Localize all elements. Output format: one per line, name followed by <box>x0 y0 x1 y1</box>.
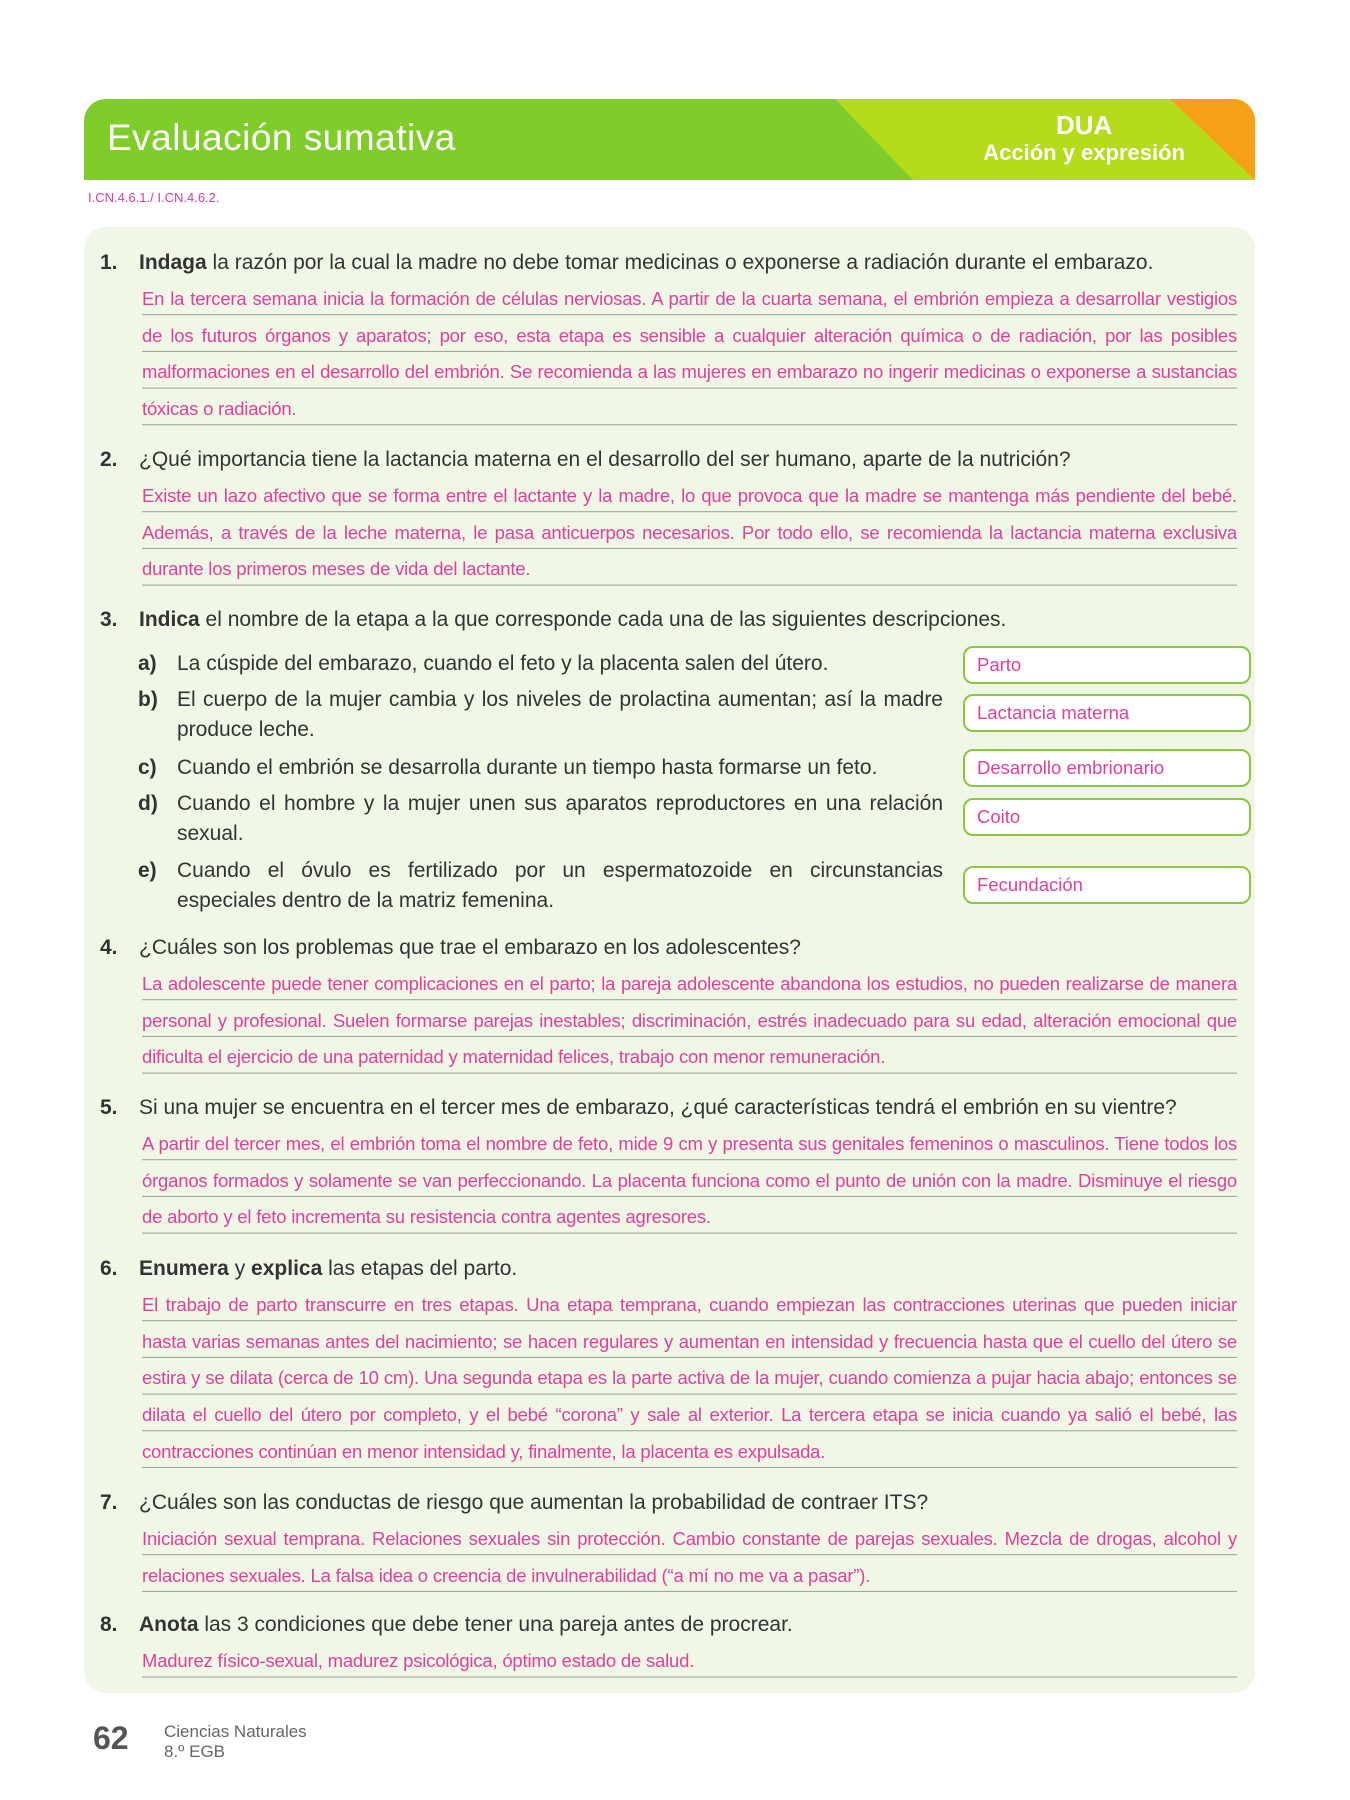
dua-badge <box>983 111 1185 167</box>
answer-field[interactable]: En la tercera semana inicia la formación de células nerviosas. A partir de la cuarta semana, el embrión empieza a desarrollar vestigios de los futuros órganos y aparatos; por eso, esta etapa es sensible a cualquier alteración química o de radiación, por las posibles malformaciones en el desarrollo del embrión. Se recomienda a las mujeres en embarazo no ingerir medicinas o exponerse a sustancias tóxicas o radiación. <box>142 281 1237 428</box>
question-verb-2: explica <box>251 1257 323 1280</box>
question-verb: Enumera <box>139 1257 229 1280</box>
answer-box-b[interactable]: Lactancia materna <box>963 694 1251 732</box>
question-text: y <box>228 1257 252 1280</box>
question-verb: Anota <box>139 1613 199 1636</box>
question-number: 6. <box>100 1257 118 1280</box>
answer-box-c[interactable]: Desarrollo embrionario <box>963 749 1251 787</box>
question-2 <box>100 442 1240 588</box>
item-label: d) <box>138 792 158 815</box>
grade-level: 8.º EGB <box>164 1742 226 1761</box>
item-a <box>138 649 943 679</box>
question-text: ¿Qué importancia tiene la lactancia materna en el desarrollo del ser humano, aparte de la nutrición? <box>139 448 1071 471</box>
item-text: Cuando el hombre y la mujer unen sus aparatos reproductores en una relación sexual. <box>177 792 943 845</box>
item-c <box>138 753 943 783</box>
question-text: ¿Cuáles son los problemas que trae el embarazo en los adolescentes? <box>139 936 801 959</box>
question-verb: Indaga <box>139 251 207 274</box>
item-text: El cuerpo de la mujer cambia y los niveles de prolactina aumentan; así la madre produce leche. <box>177 688 943 741</box>
question-verb: Indica <box>139 608 200 631</box>
item-label: a) <box>138 652 157 675</box>
item-e <box>138 856 943 916</box>
question-text: ¿Cuáles son las conductas de riesgo que aumentan la probabilidad de contraer ITS? <box>139 1491 929 1514</box>
question-number: 8. <box>100 1613 118 1636</box>
question-number: 2. <box>100 448 118 471</box>
question-number: 3. <box>100 608 118 631</box>
answer-box-d[interactable]: Coito <box>963 798 1251 836</box>
question-number: 1. <box>100 251 118 274</box>
answer-field[interactable]: Iniciación sexual temprana. Relaciones sexuales sin protección. Cambio constante de parejas sexuales. Mezcla de drogas, alcohol y relaciones sexuales. La falsa idea o creencia de invulnerabilidad (“a mí no me va a pasar”). <box>142 1521 1237 1594</box>
item-d <box>138 789 943 849</box>
question-number: 7. <box>100 1491 118 1514</box>
answer-field[interactable]: Existe un lazo afectivo que se forma entre el lactante y la madre, lo que provoca que la madre se mantenga más pendiente del bebé. Además, a través de la leche materna, le pasa anticuerpos necesarios. Por todo ello, se recomienda la lactancia materna exclusiva durante los primeros meses de vida del lactante. <box>142 478 1237 588</box>
question-6 <box>100 1251 1240 1471</box>
item-text: Cuando el óvulo es fertilizado por un espermatozoide en circunstancias especiales dentro de la matriz femenina. <box>177 859 943 912</box>
page-title: Evaluación sumativa <box>107 117 456 158</box>
question-text: Si una mujer se encuentra en el tercer mes de embarazo, ¿qué características tendrá el embrión en su vientre? <box>139 1096 1177 1119</box>
indicator-code: I.CN.4.6.1./ I.CN.4.6.2. <box>88 190 220 205</box>
item-label: e) <box>138 859 157 882</box>
dua-subtitle: Acción y expresión <box>983 140 1185 165</box>
answer-field[interactable]: El trabajo de parto transcurre en tres etapas. Una etapa temprana, cuando empiezan las contracciones uterinas que pueden iniciar hasta varias semanas antes del nacimiento; se hacen regulares y aumentan en intensidad y frecuencia hasta que el cuello del útero se estira y se dilata (cerca de 10 cm). Una segunda etapa es la parte activa de la mujer, cuando comienza a pujar hacia abajo; entonces se dilata el cuello del útero por completo, y el bebé “corona” y sale al exterior. La tercera etapa se inicia cuando ya salió el bebé, las contracciones continúan en menor intensidad y, finalmente, la placenta es expulsada. <box>142 1287 1237 1471</box>
question-text: las etapas del parto. <box>322 1257 518 1280</box>
dua-label: DUA <box>1055 110 1113 140</box>
page-number: 62 <box>93 1720 129 1756</box>
subject-name: Ciencias Naturales <box>164 1722 307 1741</box>
answer-field[interactable]: La adolescente puede tener complicaciones en el parto; la pareja adolescente abandona los estudios, no pueden realizarse de manera personal y profesional. Suelen formarse parejas inestables; discriminación, estrés inadecuado para su edad, alteración emocional que dificulta el ejercicio de una paternidad y maternidad felices, trabajo con menor remuneración. <box>142 966 1237 1076</box>
question-number: 5. <box>100 1096 118 1119</box>
answer-field[interactable]: Madurez físico-sexual, madurez psicológica, óptimo estado de salud. <box>142 1643 1237 1680</box>
question-8 <box>100 1607 1240 1680</box>
answer-box-a[interactable]: Parto <box>963 646 1251 684</box>
question-4 <box>100 930 1240 1076</box>
question-5 <box>100 1090 1240 1236</box>
item-label: b) <box>138 688 158 711</box>
item-b <box>138 685 943 745</box>
item-label: c) <box>138 756 157 779</box>
answer-box-e[interactable]: Fecundación <box>963 866 1251 904</box>
question-3 <box>100 602 1240 922</box>
item-text: Cuando el embrión se desarrolla durante un tiempo hasta formarse un feto. <box>177 756 878 779</box>
question-text: el nombre de la etapa a la que corresponde cada una de las siguientes descripciones. <box>199 608 1007 631</box>
section-header <box>84 99 1255 180</box>
question-1 <box>100 245 1240 428</box>
question-number: 4. <box>100 936 118 959</box>
answer-field[interactable]: A partir del tercer mes, el embrión toma el nombre de feto, mide 9 cm y presenta sus genitales femeninos o masculinos. Tiene todos los órganos formados y solamente se van perfeccionando. La placenta funciona como el punto de unión con la madre. Disminuye el riesgo de aborto y el feto incrementa su resistencia contra agentes agresores. <box>142 1126 1237 1236</box>
question-7 <box>100 1485 1240 1594</box>
question-text: la razón por la cual la madre no debe tomar medicinas o exponerse a radiación durante el embarazo. <box>206 251 1154 274</box>
question-text: las 3 condiciones que debe tener una pareja antes de procrear. <box>198 1613 793 1636</box>
item-text: La cúspide del embarazo, cuando el feto y la placenta salen del útero. <box>177 652 829 675</box>
footer-subject <box>164 1722 307 1762</box>
